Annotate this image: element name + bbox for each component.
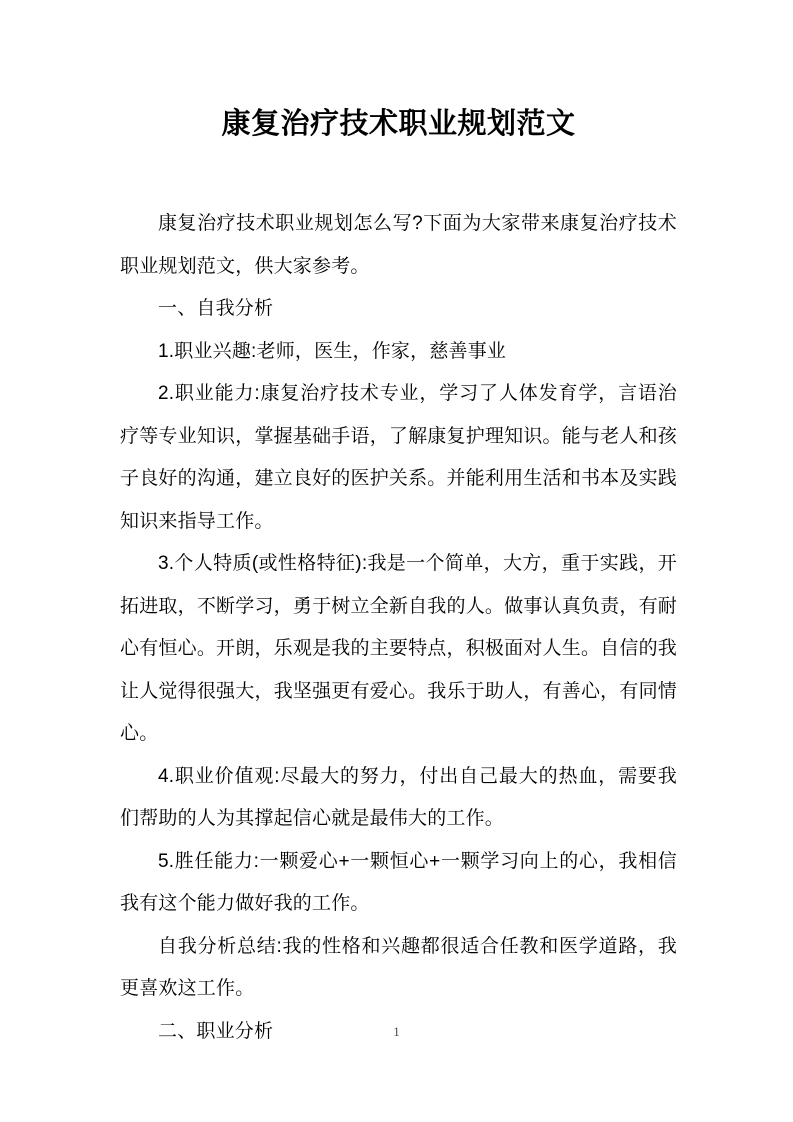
paragraph-intro: 康复治疗技术职业规划怎么写?下面为大家带来康复治疗技术职业规划范文，供大家参考。: [120, 213, 677, 277]
paragraph-item: 3.个人特质(或性格特征):我是一个简单，大方，重于实践，开拓进取，不断学习，勇于树立全新自我的人。做事认真负责，有耐心有恒心。开朗，乐观是我的主要特点，积极面对人生。自信的我让人觉得很强大，我坚强更有爱心。我乐于助人，有善心，有同情心。: [120, 553, 677, 744]
paragraph-item: 1.职业兴趣:老师，医生，作家，慈善事业: [158, 340, 507, 362]
paragraph-item: 4.职业价值观:尽最大的努力，付出自己最大的热血，需要我们帮助的人为其撑起信心就是最伟大的工作。: [120, 765, 677, 829]
paragraph-item: 5.胜任能力:一颗爱心+一颗恒心+一颗学习向上的心，我相信我有这个能力做好我的工作。: [120, 850, 677, 914]
paragraph-item: 2.职业能力:康复治疗技术专业，学习了人体发育学，言语治疗等专业知识，掌握基础手语，了解康复护理知识。能与老人和孩子良好的沟通，建立良好的医护关系。并能利用生活和书本及实践知识来指导工作。: [120, 383, 677, 532]
paragraph-heading: 一、自我分析: [158, 298, 274, 319]
paragraph-heading: 二、职业分析: [158, 1020, 274, 1042]
page-number: 1: [393, 1024, 400, 1039]
page-title: 康复治疗技术职业规划范文: [221, 108, 576, 140]
document-content: [120, 103, 677, 1053]
paragraph-summary: 自我分析总结:我的性格和兴趣都很适合任教和医学道路，我更喜欢这工作。: [120, 935, 677, 999]
document-body: [120, 203, 677, 1053]
